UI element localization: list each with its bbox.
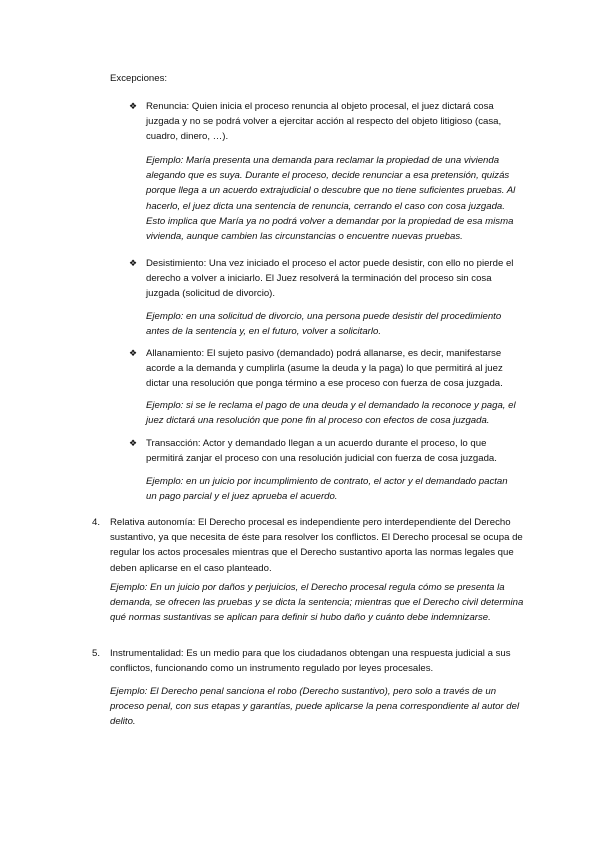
bullet-icon: ❖ — [129, 348, 138, 358]
example-relativa-autonomia: Ejemplo: En un juicio por daños y perjuicios, el Derecho procesal regula cómo se presenta la demanda, se ofrecen las pruebas y se dicta la sentencia; mientras que el Derecho civil determina qué normas sustantivas se aplican para definir si hubo daño y cuánto debe indemnizarse. — [110, 582, 524, 624]
example-desistimiento: Ejemplo: en una solicitud de divorcio, una persona puede desistir del procedimiento antes de la sentencia y, en el futuro, volver a solicitarlo. — [146, 311, 502, 338]
exception-allanamiento: Allanamiento: El sujeto pasivo (demandado) podrá allanarse, es decir, manifestarse acorde a la demanda y cumplirla (asume la deuda y la paga) lo que permitirá al juez dictar una resolución que ponga término a ese proceso con fuerza de cosa juzgada. — [146, 348, 503, 390]
bullet-icon: ❖ — [129, 101, 138, 111]
list-number: 4. — [92, 517, 101, 528]
item-relativa-autonomia: Relativa autonomía: El Derecho procesal es independiente pero interdependiente del Derecho sustantivo, ya que necesita de éste para resolver los conflictos. El Derecho procesal se ocupa de regular los actos procesales mientras que el Derecho sustantivo aporta las normas legales que deben aplicarse en el caso planteado. — [110, 517, 523, 574]
section-heading: Excepciones: — [110, 73, 168, 84]
example-instrumentalidad: Ejemplo: El Derecho penal sanciona el robo (Derecho sustantivo), pero solo a través de un proceso penal, con sus etapas y garantías, puede aplicarse la pena correspondiente al autor del delito. — [110, 686, 520, 728]
example-transaccion: Ejemplo: en un juicio por incumplimiento de contrato, el actor y el demandado pactan un pago parcial y el juez aprueba el acuerdo. — [146, 476, 508, 503]
example-allanamiento: Ejemplo: si se le reclama el pago de una deuda y el demandado la reconoce y paga, el juez dictará una resolución que pone fin al proceso con efectos de cosa juzgada. — [146, 400, 516, 427]
bullet-icon: ❖ — [129, 438, 138, 448]
list-number: 5. — [92, 648, 101, 659]
exception-desistimiento: Desistimiento: Una vez iniciado el proceso el actor puede desistir, con ello no pierde el derecho a volver a iniciarlo. El Juez resolverá la terminación del proceso sin cosa juzgada (solicitud de divorcio). — [146, 258, 514, 300]
exception-transaccion: Transacción: Actor y demandado llegan a un acuerdo durante el proceso, lo que permitirá zanjar el proceso con una resolución judicial con fuerza de cosa juzgada. — [146, 438, 497, 465]
item-instrumentalidad: Instrumentalidad: Es un medio para que los ciudadanos obtengan una respuesta judicial a sus conflictos, funcionando como un instrumento regulado por leyes procesales. — [110, 648, 511, 675]
example-renuncia: Ejemplo: María presenta una demanda para reclamar la propiedad de una vivienda alegando que es suya. Durante el proceso, decide renunciar a esa pretensión, quizás porque llega a un acuerdo extrajudicial o descubre que no tiene suficientes pruebas. Al hacerlo, el juez dicta una sentencia de renuncia, cerrando el caso con cosa juzgada. Esto implica que María ya no podrá volver a demandar por la propiedad de esa misma vivienda, aunque cambien las circunstancias o encuentre nuevas pruebas. — [146, 155, 516, 243]
exception-renuncia: Renuncia: Quien inicia el proceso renuncia al objeto procesal, el juez dictará cosa juzgada y no se podrá volver a ejercitar acción al respecto del objeto litigioso (casa, cuadro, dinero, …). — [146, 101, 502, 143]
bullet-icon: ❖ — [129, 258, 138, 268]
